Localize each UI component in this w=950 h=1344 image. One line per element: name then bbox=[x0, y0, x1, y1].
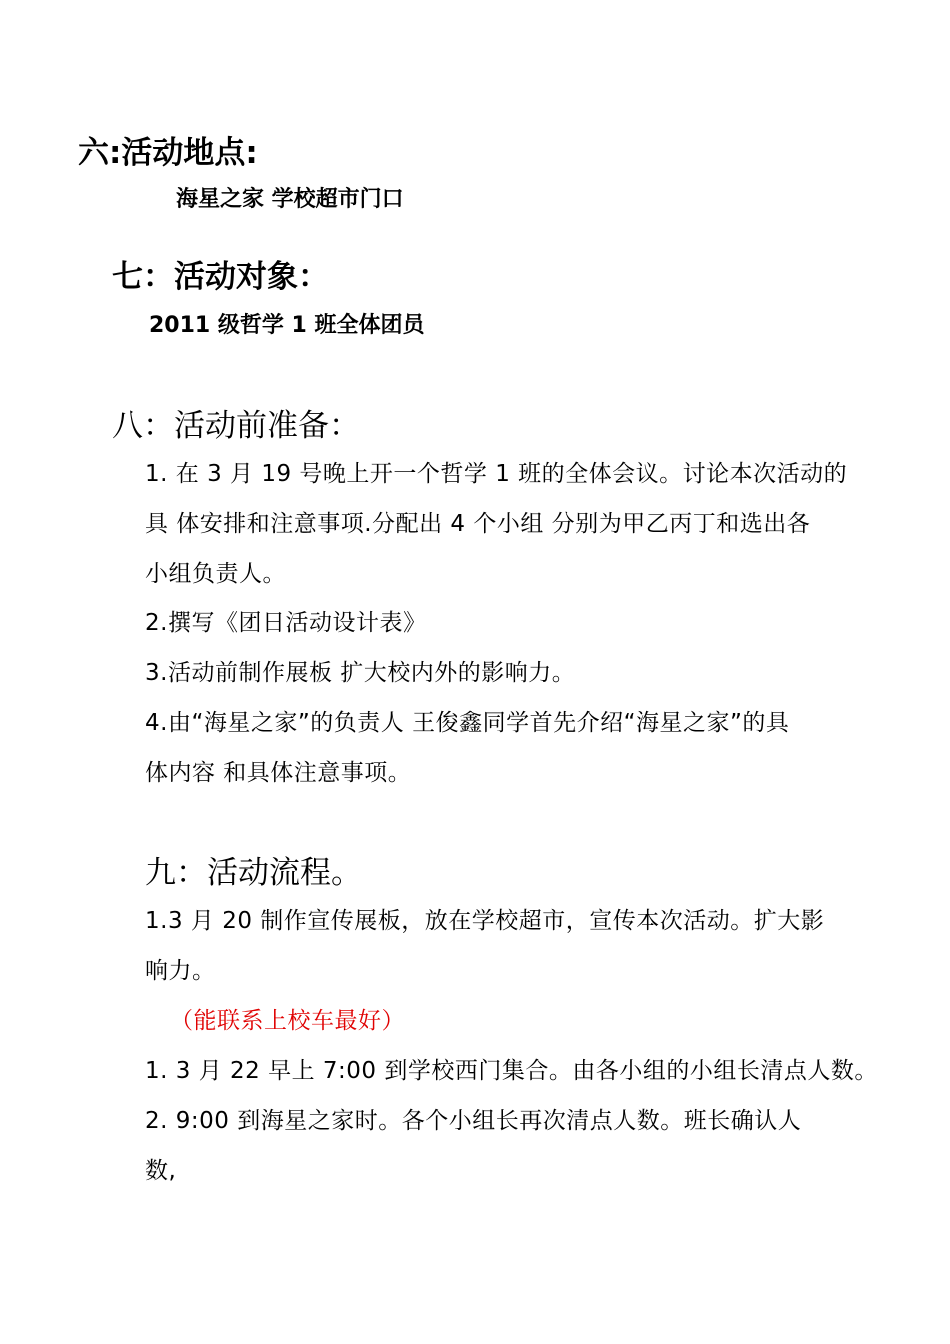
section-7-audience: 2011 级哲学 1 班全体团员 bbox=[149, 313, 425, 338]
section-8-line: 3.活动前制作展板 扩大校内外的影响力。 bbox=[145, 660, 576, 686]
section-8-line: 体内容 和具体注意事项。 bbox=[145, 760, 412, 786]
section-8-line: 4.由“海星之家”的负责人 王俊鑫同学首先介绍“海星之家”的具 bbox=[145, 710, 790, 736]
section-8-line: 具 体安排和注意事项.分配出 4 个小组 分别为甲乙丙丁和选出各 bbox=[145, 511, 811, 537]
section-8-heading: 八：活动前准备： bbox=[112, 408, 360, 444]
section-9-note: （能联系上校车最好） bbox=[170, 1008, 405, 1034]
section-6-heading: 六:活动地点: bbox=[78, 135, 258, 171]
section-8-line: 1. 在 3 月 19 号晚上开一个哲学 1 班的全体会议。讨论本次活动的 bbox=[145, 461, 848, 487]
section-8-line: 小组负责人。 bbox=[145, 561, 286, 587]
section-7-heading: 七：活动对象： bbox=[112, 259, 329, 295]
section-9-step: 2. 9:00 到海星之家时。各个小组长再次清点人数。班长确认人 bbox=[145, 1108, 802, 1134]
section-9-step: 1. 3 月 22 早上 7:00 到学校西门集合。由各小组的小组长清点人数。 bbox=[145, 1058, 878, 1084]
section-9-heading: 九：活动流程。 bbox=[145, 855, 362, 891]
section-9-line: 1.3 月 20 制作宣传展板，放在学校超市，宣传本次活动。扩大影 bbox=[145, 908, 825, 934]
section-8-line: 2.撰写《团日活动设计表》 bbox=[145, 610, 427, 636]
section-6-location: 海星之家 学校超市门口 bbox=[176, 187, 404, 212]
section-9-step: 数, bbox=[145, 1158, 177, 1184]
section-9-line: 响力。 bbox=[145, 958, 216, 984]
